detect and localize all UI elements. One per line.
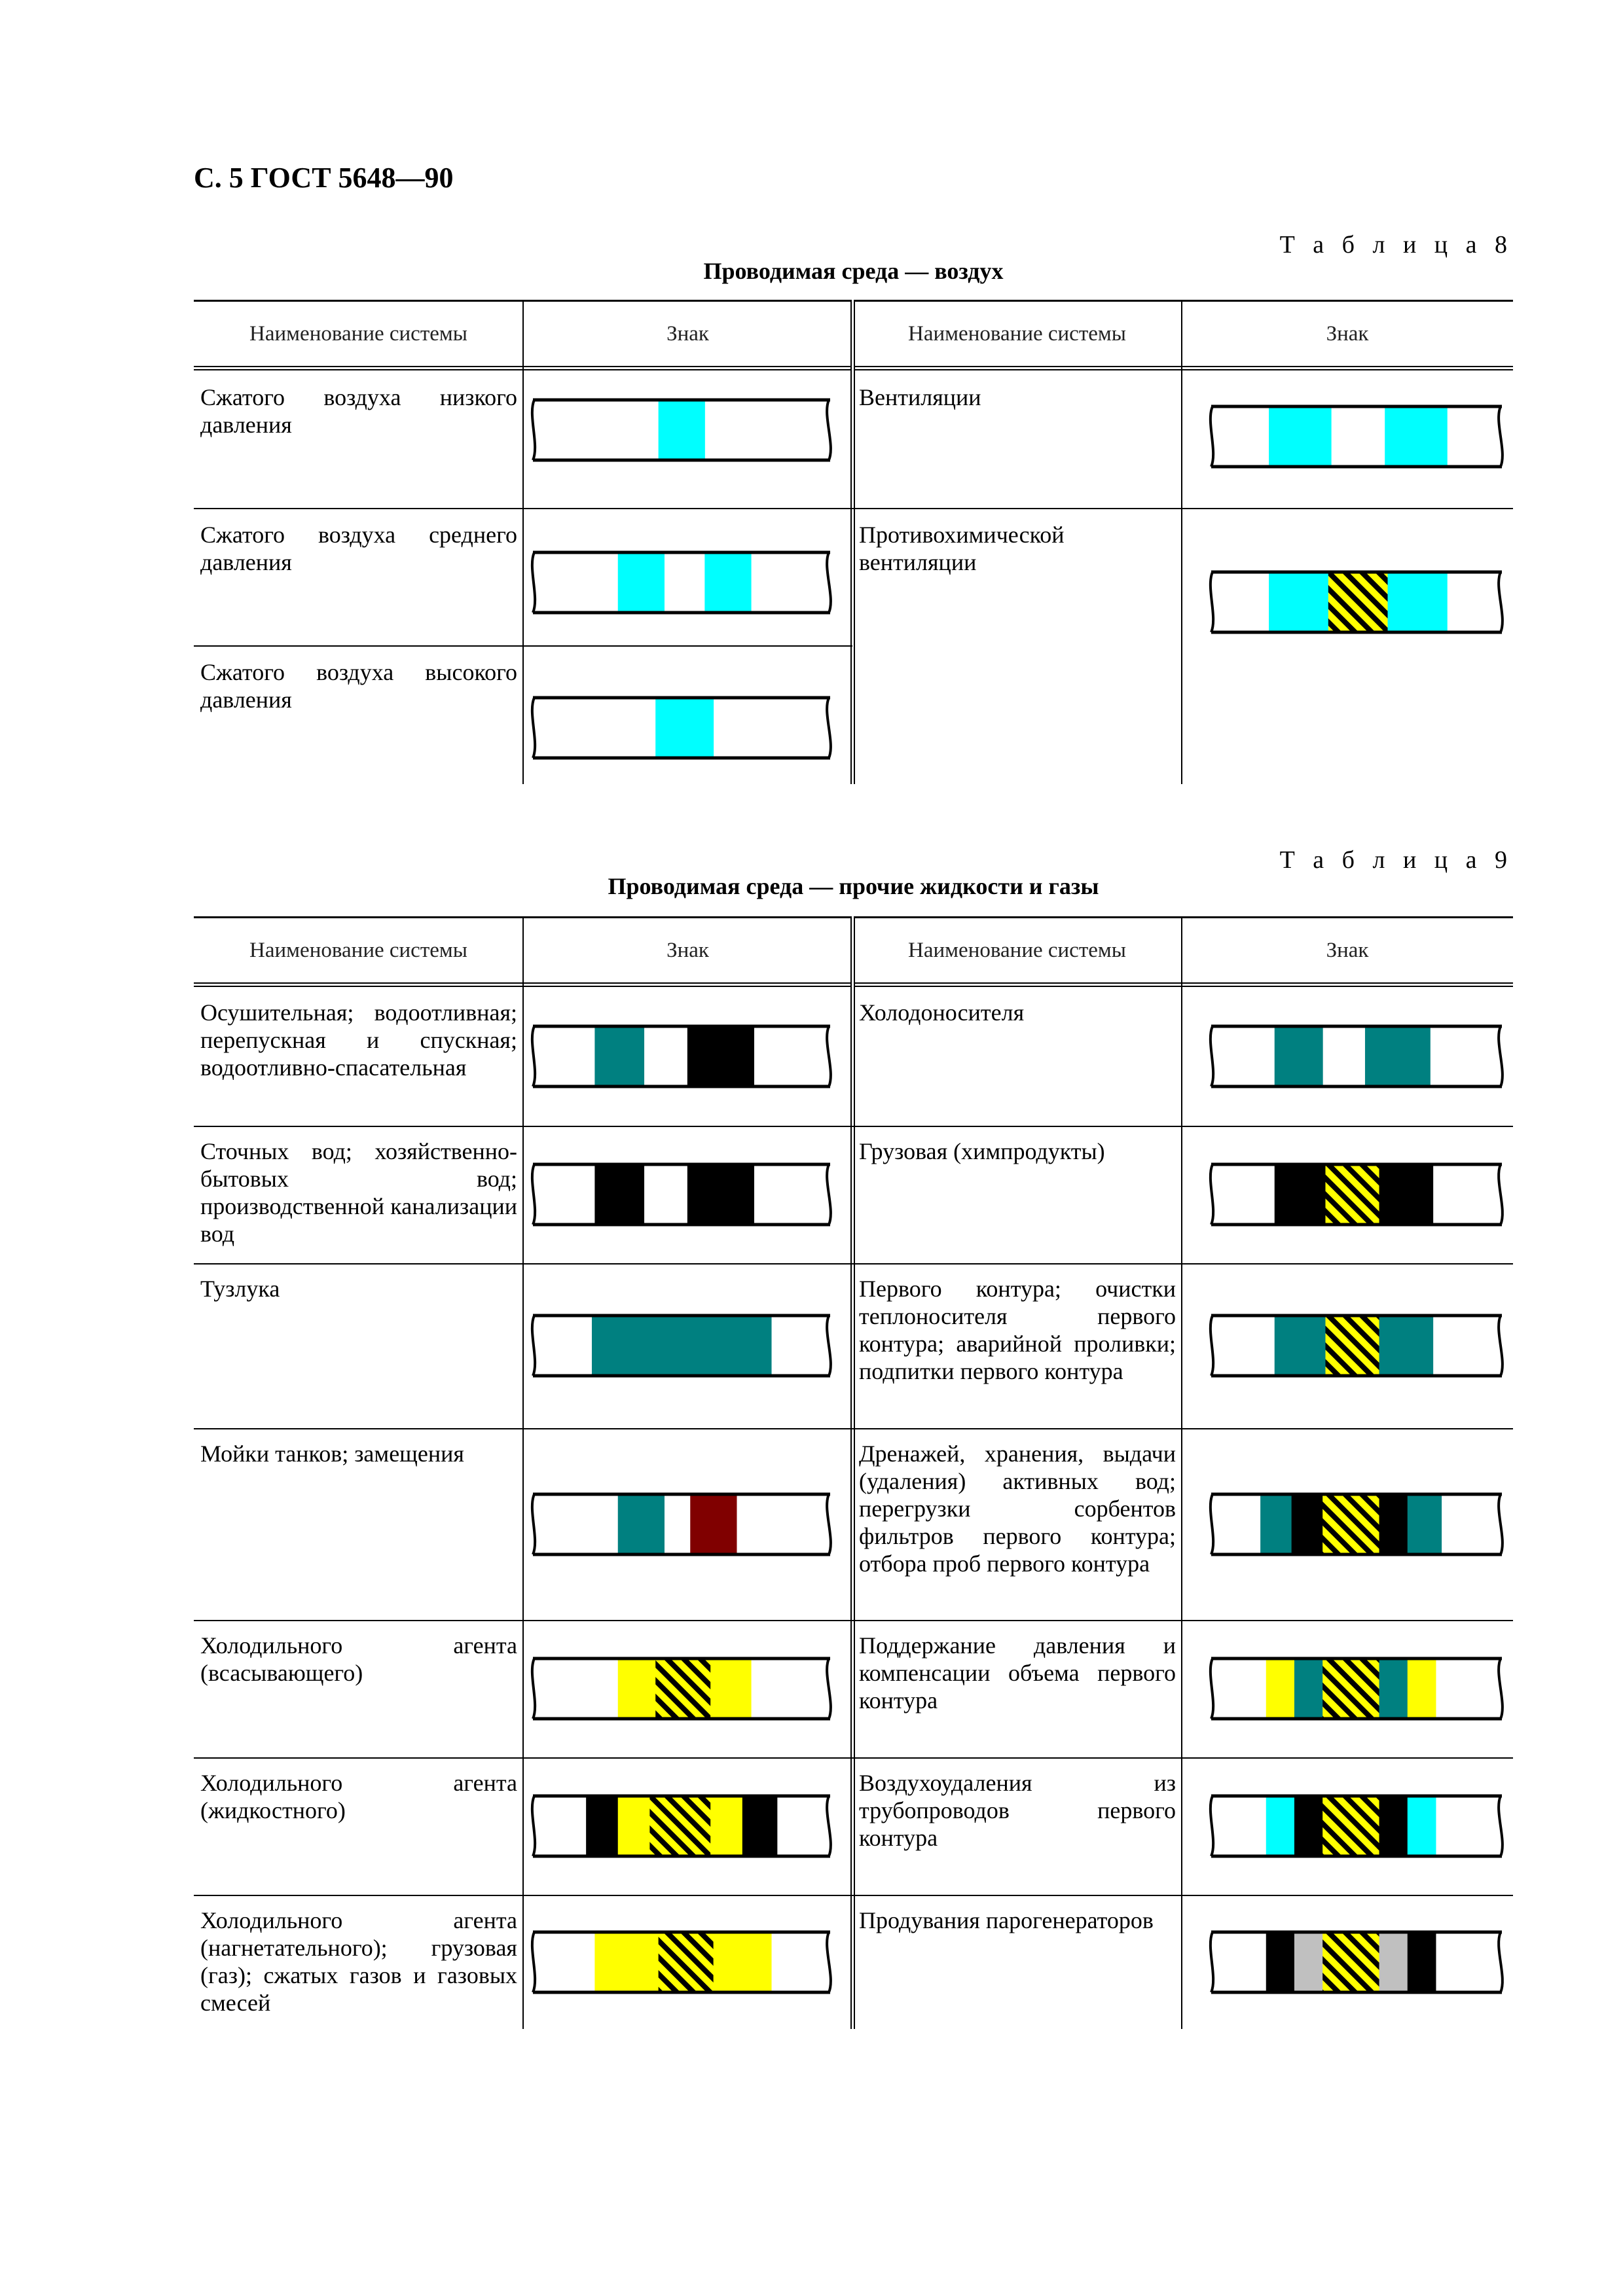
hatch-band <box>1322 1659 1379 1719</box>
table9-system-name: Холодильного агента (нагнетательного); грузовая (газ); сжатых газов и газовых смесей <box>200 1907 517 2016</box>
pipe-left-end <box>532 400 535 460</box>
table9-divider <box>1181 916 1182 2029</box>
table9-row-rule <box>194 1428 1513 1429</box>
table9-row-rule <box>194 1895 1513 1896</box>
pipe-marking-sign <box>1206 570 1507 634</box>
pipe-right-end <box>1499 406 1503 467</box>
teal-band <box>1294 1659 1323 1719</box>
pipe-right-end <box>1499 1316 1503 1376</box>
table8-number: Т а б л и ц а 8 <box>1279 231 1513 259</box>
teal-band <box>1408 1494 1442 1554</box>
teal-band <box>1379 1659 1408 1719</box>
pipe-marking-sign <box>528 1794 835 1858</box>
pipe-left-end <box>1211 1796 1213 1856</box>
pipe-marking-sign <box>528 1024 835 1088</box>
cyan-band <box>1388 572 1448 632</box>
table8-system-name: Сжатого воздуха высокого давления <box>200 659 517 713</box>
pipe-marking-sign <box>1206 1024 1507 1088</box>
pipe-right-end <box>1499 1659 1503 1719</box>
pipe-marking-sign <box>528 696 835 760</box>
pipe-right-end <box>827 1932 831 1992</box>
pipe-right-end <box>827 552 831 613</box>
pipe-right-end <box>827 1164 831 1225</box>
hatch-band <box>655 1659 710 1719</box>
black-band <box>1292 1494 1323 1554</box>
pipe-left-end <box>532 1659 535 1719</box>
pipe-left-end <box>532 1796 535 1856</box>
hatch-band <box>1322 1494 1379 1554</box>
table9-system-name: Холодильного агента (жидкостного) <box>200 1770 517 1823</box>
pipe-left-end <box>1211 1932 1213 1992</box>
table8-header-sign-right: Знак <box>1326 321 1369 346</box>
pipe-marking-sign <box>1206 1657 1507 1721</box>
pipe-right-end <box>1499 1796 1503 1856</box>
hatch-band <box>1322 1796 1379 1856</box>
table8-row-rule <box>194 645 852 647</box>
table8-header-name-right: Наименование системы <box>908 321 1126 346</box>
table9-row-rule <box>194 1263 1513 1265</box>
pipe-right-end <box>1499 1932 1503 1992</box>
pipe-right-end <box>827 400 831 460</box>
hatch-band <box>1328 572 1388 632</box>
black-band <box>1379 1796 1408 1856</box>
pipe-right-end <box>827 1494 831 1554</box>
cyan-band <box>1269 572 1328 632</box>
table9-system-name: Грузовая (химпродукты) <box>859 1138 1105 1164</box>
table9-system-name: Первого контура; очистки теплоносителя первого контура; аварийной проливки; подпитки первого контура <box>859 1276 1176 1384</box>
pipe-left-end <box>1211 572 1213 632</box>
pipe-left-end <box>532 698 535 758</box>
table9 <box>194 916 1513 2029</box>
gray-band <box>1379 1932 1408 1992</box>
pipe-right-end <box>1499 572 1503 632</box>
black-band <box>742 1796 778 1856</box>
yellow-band <box>618 1796 650 1856</box>
pipe-left-end <box>1211 1659 1213 1719</box>
table8-center-divider <box>850 300 855 784</box>
table9-row-rule <box>194 1757 1513 1759</box>
yellow-band <box>1408 1659 1436 1719</box>
black-band <box>586 1796 618 1856</box>
pipe-marking-sign <box>1206 1162 1507 1227</box>
pipe-right-end <box>1499 1164 1503 1225</box>
black-band <box>1379 1494 1408 1554</box>
black-band <box>1275 1164 1326 1225</box>
cyan-band <box>1266 1796 1295 1856</box>
table9-row-rule <box>194 1126 1513 1127</box>
pipe-right-end <box>827 698 831 758</box>
teal-band <box>1379 1316 1434 1376</box>
teal-band <box>1365 1026 1431 1086</box>
teal-band <box>1275 1316 1326 1376</box>
cyan-band <box>655 698 714 758</box>
teal-band <box>592 1316 772 1376</box>
teal-band <box>1275 1026 1323 1086</box>
pipe-marking-sign <box>528 1314 835 1378</box>
black-band <box>1266 1932 1295 1992</box>
page-header: С. 5 ГОСТ 5648—90 <box>194 162 454 194</box>
pipe-left-end <box>1211 1164 1213 1225</box>
table9-system-name: Мойки танков; замещения <box>200 1441 464 1467</box>
pipe-right-end <box>1499 1026 1503 1086</box>
cyan-band <box>704 552 751 613</box>
pipe-left-end <box>1211 1494 1213 1554</box>
table8-divider <box>1181 300 1182 784</box>
table9-number: Т а б л и ц а 9 <box>1279 846 1513 874</box>
table8-system-name: Противохимической вентиляции <box>859 522 1065 575</box>
table9-header-name-left: Наименование системы <box>249 938 467 962</box>
table8-header-name-left: Наименование системы <box>249 321 467 346</box>
hatch-band <box>1325 1316 1379 1376</box>
black-band <box>1294 1796 1323 1856</box>
table9-title: Проводимая среда — прочие жидкости и газы <box>608 873 1099 899</box>
table8-header-sign-left: Знак <box>666 321 709 346</box>
pipe-marking-sign <box>1206 1492 1507 1556</box>
black-band <box>1408 1932 1436 1992</box>
pipe-left-end <box>1211 406 1213 467</box>
pipe-marking-sign <box>528 1930 835 1994</box>
cyan-band <box>1385 406 1448 467</box>
yellow-band <box>710 1796 742 1856</box>
table9-system-name: Воздухоудаления из трубопроводов первого контура <box>859 1770 1176 1851</box>
table9-header-sign-right: Знак <box>1326 938 1369 962</box>
pipe-left-end <box>532 1164 535 1225</box>
yellow-band <box>1266 1659 1295 1719</box>
table9-header-name-right: Наименование системы <box>908 938 1126 962</box>
hatch-band <box>649 1796 710 1856</box>
pipe-left-end <box>532 552 535 613</box>
pipe-left-end <box>1211 1026 1213 1086</box>
pipe-marking-sign <box>528 550 835 615</box>
maroon-band <box>690 1494 737 1554</box>
pipe-left-end <box>532 1494 535 1554</box>
yellow-band <box>594 1932 659 1992</box>
pipe-right-end <box>1499 1494 1503 1554</box>
gray-band <box>1294 1932 1323 1992</box>
hatch-band <box>1322 1932 1379 1992</box>
pipe-marking-sign <box>1206 1794 1507 1858</box>
table8-system-name: Сжатого воздуха среднего давления <box>200 522 517 575</box>
table9-system-name: Сточных вод; хозяйственно-бытовых вод; производственной канализации вод <box>200 1138 517 1247</box>
table8-system-name: Вентиляции <box>859 384 981 410</box>
table8-system-name: Сжатого воздуха низкого давления <box>200 384 517 438</box>
pipe-marking-sign <box>528 1162 835 1227</box>
pipe-marking-sign <box>1206 1930 1507 1994</box>
table9-row-rule <box>194 1620 1513 1621</box>
teal-band <box>594 1026 644 1086</box>
table8 <box>194 300 1513 784</box>
table8-row-rule <box>194 508 852 509</box>
table9-system-name: Холодоносителя <box>859 999 1025 1026</box>
pipe-marking-sign <box>528 1657 835 1721</box>
table9-system-name: Поддержание давления и компенсации объема первого контура <box>859 1632 1176 1713</box>
table9-system-name: Холодильного агента (всасывающего) <box>200 1632 517 1686</box>
pipe-left-end <box>1211 1316 1213 1376</box>
teal-band <box>618 1494 665 1554</box>
hatch-band <box>659 1932 714 1992</box>
yellow-band <box>714 1932 772 1992</box>
cyan-band <box>659 400 705 460</box>
pipe-marking-sign <box>1206 404 1507 469</box>
black-band <box>687 1164 754 1225</box>
teal-band <box>1260 1494 1292 1554</box>
black-band <box>594 1164 644 1225</box>
pipe-left-end <box>532 1932 535 1992</box>
table9-system-name: Дренажей, хранения, выдачи (удаления) активных вод; перегрузки сорбентов фильтров первого контура; отбора проб первого контура <box>859 1441 1176 1577</box>
hatch-band <box>1325 1164 1379 1225</box>
black-band <box>687 1026 754 1086</box>
table9-header-sign-left: Знак <box>666 938 709 962</box>
table8-title: Проводимая среда — воздух <box>703 258 1004 284</box>
pipe-right-end <box>827 1796 831 1856</box>
pipe-right-end <box>827 1316 831 1376</box>
pipe-marking-sign <box>528 1492 835 1556</box>
black-band <box>1379 1164 1434 1225</box>
cyan-band <box>1269 406 1332 467</box>
pipe-left-end <box>532 1316 535 1376</box>
table8-row-rule <box>852 508 1513 509</box>
table9-system-name: Тузлука <box>200 1276 280 1302</box>
pipe-marking-sign <box>528 398 835 462</box>
pipe-marking-sign <box>1206 1314 1507 1378</box>
cyan-band <box>618 552 665 613</box>
pipe-right-end <box>827 1026 831 1086</box>
yellow-band <box>618 1659 656 1719</box>
table9-system-name: Продувания парогенераторов <box>859 1907 1154 1933</box>
table9-divider <box>522 916 524 2029</box>
table8-divider <box>522 300 524 784</box>
pipe-right-end <box>827 1659 831 1719</box>
yellow-band <box>710 1659 751 1719</box>
pipe-left-end <box>532 1026 535 1086</box>
table9-center-divider <box>850 916 855 2029</box>
table9-system-name: Осушительная; водоотливная; перепускная и спускная; водоотливно-спасательная <box>200 999 517 1081</box>
cyan-band <box>1408 1796 1436 1856</box>
